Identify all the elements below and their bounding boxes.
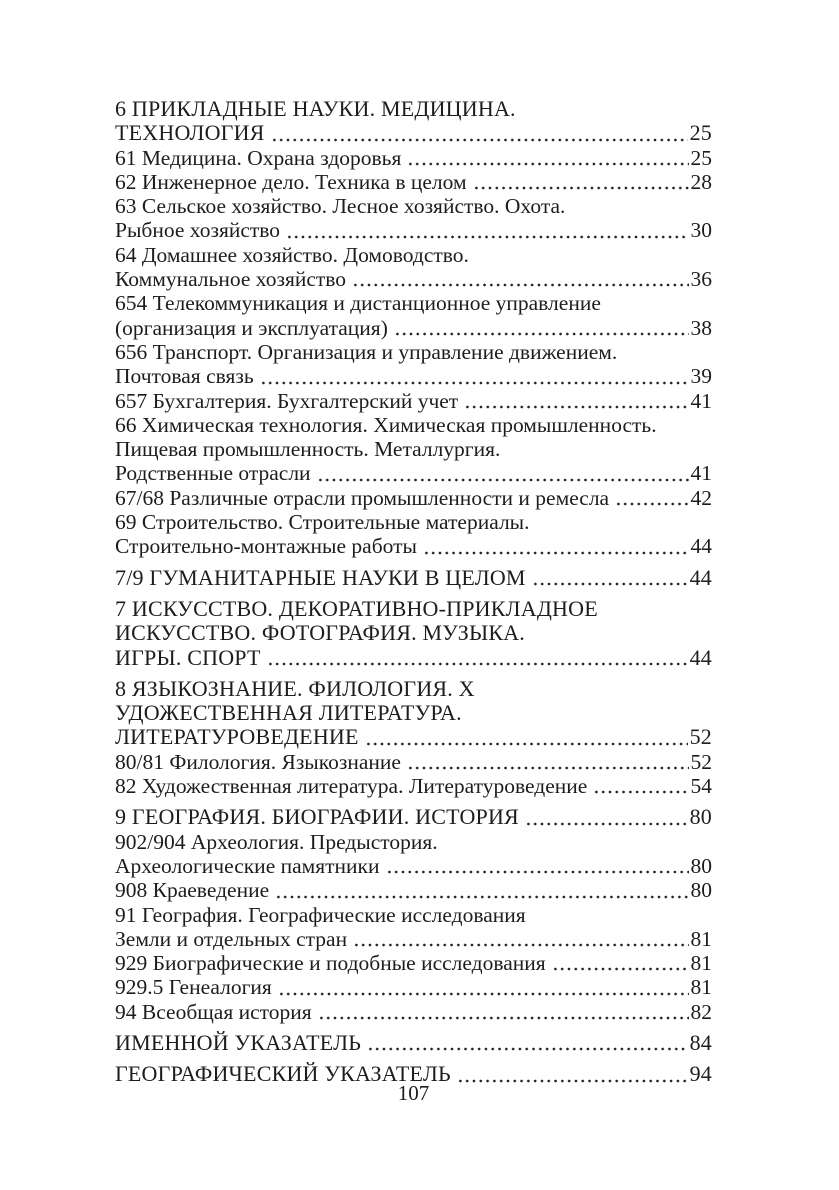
toc-entry-title: Пищевая промышленность. Металлургия.: [115, 437, 501, 462]
toc-entry: [115, 316, 712, 340]
toc-entry-title: ИМЕННОЙ УКАЗАТЕЛЬ: [115, 1030, 362, 1055]
toc-heading: [115, 121, 712, 145]
toc-heading: [115, 725, 712, 749]
toc-entry-page: 80: [690, 853, 712, 878]
toc-entry: [115, 975, 712, 999]
toc-entry-title: 80/81 Филология. Языкознание: [115, 749, 401, 774]
toc-entry: [115, 486, 712, 510]
toc-entry-title: 8 ЯЗЫКОЗНАНИЕ. ФИЛОЛОГИЯ. Х: [115, 676, 475, 701]
toc-heading: [115, 805, 712, 829]
toc-entry-page: 82: [690, 999, 712, 1024]
toc-entry-title: 7 ИСКУССТВО. ДЕКОРАТИВНО-ПРИКЛАДНОЕ: [115, 596, 598, 621]
dot-leader: [607, 291, 710, 315]
toc-entry: [115, 750, 712, 774]
toc-list: [115, 97, 712, 1087]
toc-entry-page: 81: [690, 975, 712, 1000]
toc-entry: [115, 878, 712, 902]
toc-entry-page: 52: [690, 749, 712, 774]
dot-leader: [506, 437, 710, 461]
toc-entry-page: 36: [690, 267, 712, 292]
dot-leader: [271, 121, 688, 145]
toc-entry: [115, 194, 712, 218]
toc-entry-page: 38: [690, 315, 712, 340]
toc-entry: [115, 413, 712, 437]
toc-entry-page: 80: [690, 878, 712, 903]
dot-leader: [267, 646, 688, 670]
toc-entry: [115, 218, 712, 242]
toc-heading: [115, 566, 712, 590]
toc-entry-page: 28: [690, 169, 712, 194]
dot-leader: [623, 340, 710, 364]
dot-leader: [278, 975, 689, 999]
toc-entry-page: 41: [690, 388, 712, 413]
toc-entry-page: 39: [690, 364, 712, 389]
toc-entry-title: Земли и отдельных стран: [115, 926, 348, 951]
toc-entry-title: 94 Всеобщая история: [115, 999, 312, 1024]
toc-entry-title: Рыбное хозяйство: [115, 218, 281, 243]
toc-entry-title: 908 Краеведение: [115, 878, 270, 903]
toc-entry-title: 64 Домашнее хозяйство. Домоводство.: [115, 242, 469, 267]
toc-entry-title: УДОЖЕСТВЕННАЯ ЛИТЕРАТУРА.: [115, 701, 462, 726]
toc-entry: [115, 854, 712, 878]
toc-entry-page: 44: [689, 645, 712, 670]
dot-leader: [386, 854, 689, 878]
dot-leader: [593, 774, 688, 798]
toc-heading: [115, 1031, 712, 1055]
toc-entry-page: 94: [689, 1062, 712, 1087]
toc-entry: [115, 340, 712, 364]
toc-entry-title: 929.5 Генеалогия: [115, 975, 272, 1000]
toc-entry-title: ИСКУССТВО. ФОТОГРАФИЯ. МУЗЫКА.: [115, 621, 525, 646]
toc-entry: [115, 1000, 712, 1024]
folio-page-number: 107: [397, 1081, 430, 1105]
dot-leader: [473, 170, 689, 194]
toc-entry-title: Почтовая связь: [115, 364, 254, 389]
toc-entry-title: 67/68 Различные отрасли промышленности и ремесла: [115, 485, 610, 510]
dot-leader: [464, 389, 688, 413]
toc-entry-title: ГЕОГРАФИЧЕСКИЙ УКАЗАТЕЛЬ: [115, 1062, 451, 1087]
toc-heading: [115, 597, 712, 621]
toc-heading: [115, 97, 712, 121]
toc-entry-title: 929 Биографические и подобные исследования: [115, 951, 546, 976]
toc-heading: [115, 677, 712, 701]
toc-entry: [115, 927, 712, 951]
toc-entry-title: (организация и эксплуатация): [115, 315, 388, 340]
toc-entry-title: 654 Телекоммуникация и дистанционное управление: [115, 291, 601, 316]
toc-entry-title: 7/9 ГУМАНИТАРНЫЕ НАУКИ В ЦЕЛОМ: [115, 565, 526, 590]
toc-entry-page: 54: [690, 774, 712, 799]
toc-entry-title: 656 Транспорт. Организация и управление движением.: [115, 339, 618, 364]
dot-leader: [394, 316, 689, 340]
dot-leader: [407, 750, 689, 774]
toc-entry: [115, 291, 712, 315]
toc-entry: [115, 243, 712, 267]
dot-leader: [525, 805, 688, 829]
toc-entry: [115, 364, 712, 388]
toc-entry: [115, 830, 712, 854]
dot-leader: [286, 218, 688, 242]
dot-leader: [531, 621, 710, 645]
dot-leader: [352, 267, 688, 291]
dot-leader: [604, 597, 710, 621]
dot-leader: [468, 701, 710, 725]
toc-entry: [115, 267, 712, 291]
dot-leader: [318, 1000, 689, 1024]
toc-entry-page: 42: [690, 485, 712, 510]
toc-entry-page: 25: [689, 121, 712, 146]
dot-leader: [444, 830, 710, 854]
toc-entry-title: 63 Сельское хозяйство. Лесное хозяйство. Охота.: [115, 194, 566, 219]
toc-entry-page: 44: [690, 534, 712, 559]
toc-entry: [115, 903, 712, 927]
toc-entry-title: 657 Бухгалтерия. Бухгалтерский учет: [115, 388, 459, 413]
dot-leader: [317, 461, 689, 485]
toc-entry: [115, 146, 712, 170]
toc-entry-title: ТЕХНОЛОГИЯ: [115, 121, 265, 146]
toc-entry-title: 902/904 Археология. Предыстория.: [115, 829, 438, 854]
toc-entry-title: 69 Строительство. Строительные материалы.: [115, 510, 530, 535]
dot-leader: [407, 146, 688, 170]
dot-leader: [367, 1031, 688, 1055]
toc-entry-page: 80: [689, 805, 712, 830]
dot-leader: [532, 566, 688, 590]
toc-heading: [115, 646, 712, 670]
toc-entry-page: 84: [689, 1030, 712, 1055]
dot-leader: [615, 486, 688, 510]
dot-leader: [536, 510, 711, 534]
toc-entry: [115, 461, 712, 485]
toc-entry-title: Родственные отрасли: [115, 461, 311, 486]
dot-leader: [571, 194, 710, 218]
toc-entry: [115, 389, 712, 413]
toc-entry-title: 6 ПРИКЛАДНЫЕ НАУКИ. МЕДИЦИНА.: [115, 97, 516, 121]
toc-entry-title: ИГРЫ. СПОРТ: [115, 645, 261, 670]
toc-entry-title: 91 География. Географические исследования: [115, 902, 526, 927]
toc-entry-title: Строительно-монтажные работы: [115, 534, 417, 559]
toc-entry-title: 66 Химическая технология. Химическая промышленность.: [115, 412, 657, 437]
toc-entry-page: 81: [690, 926, 712, 951]
dot-leader: [423, 534, 689, 558]
toc-entry: [115, 534, 712, 558]
toc-entry: [115, 951, 712, 975]
toc-entry-title: ЛИТЕРАТУРОВЕДЕНИЕ: [115, 725, 359, 750]
toc-entry: [115, 437, 712, 461]
toc-entry-title: 9 ГЕОГРАФИЯ. БИОГРАФИИ. ИСТОРИЯ: [115, 805, 519, 830]
toc-entry-title: 61 Медицина. Охрана здоровья: [115, 145, 402, 170]
toc-heading: [115, 621, 712, 645]
dot-leader: [552, 951, 689, 975]
toc-entry-title: Коммунальное хозяйство: [115, 267, 347, 292]
toc-entry: [115, 774, 712, 798]
toc-entry: [115, 510, 712, 534]
dot-leader: [275, 878, 688, 902]
dot-leader: [365, 725, 688, 749]
toc-entry-page: 25: [690, 145, 712, 170]
dot-leader: [260, 364, 689, 388]
dot-leader: [663, 413, 710, 437]
dot-leader: [481, 677, 710, 701]
toc-entry-page: 44: [689, 565, 712, 590]
dot-leader: [353, 927, 688, 951]
toc-entry-title: Археологические памятники: [115, 853, 380, 878]
toc-entry-page: 41: [690, 461, 712, 486]
toc-entry-page: 81: [690, 951, 712, 976]
dot-leader: [522, 97, 710, 121]
toc-entry-page: 52: [689, 725, 712, 750]
toc-heading: [115, 701, 712, 725]
toc-entry: [115, 170, 712, 194]
dot-leader: [475, 243, 710, 267]
dot-leader: [532, 903, 710, 927]
toc-entry-title: 62 Инженерное дело. Техника в целом: [115, 169, 467, 194]
toc-entry-page: 30: [690, 218, 712, 243]
toc-entry-title: 82 Художественная литература. Литературоведение: [115, 774, 588, 799]
